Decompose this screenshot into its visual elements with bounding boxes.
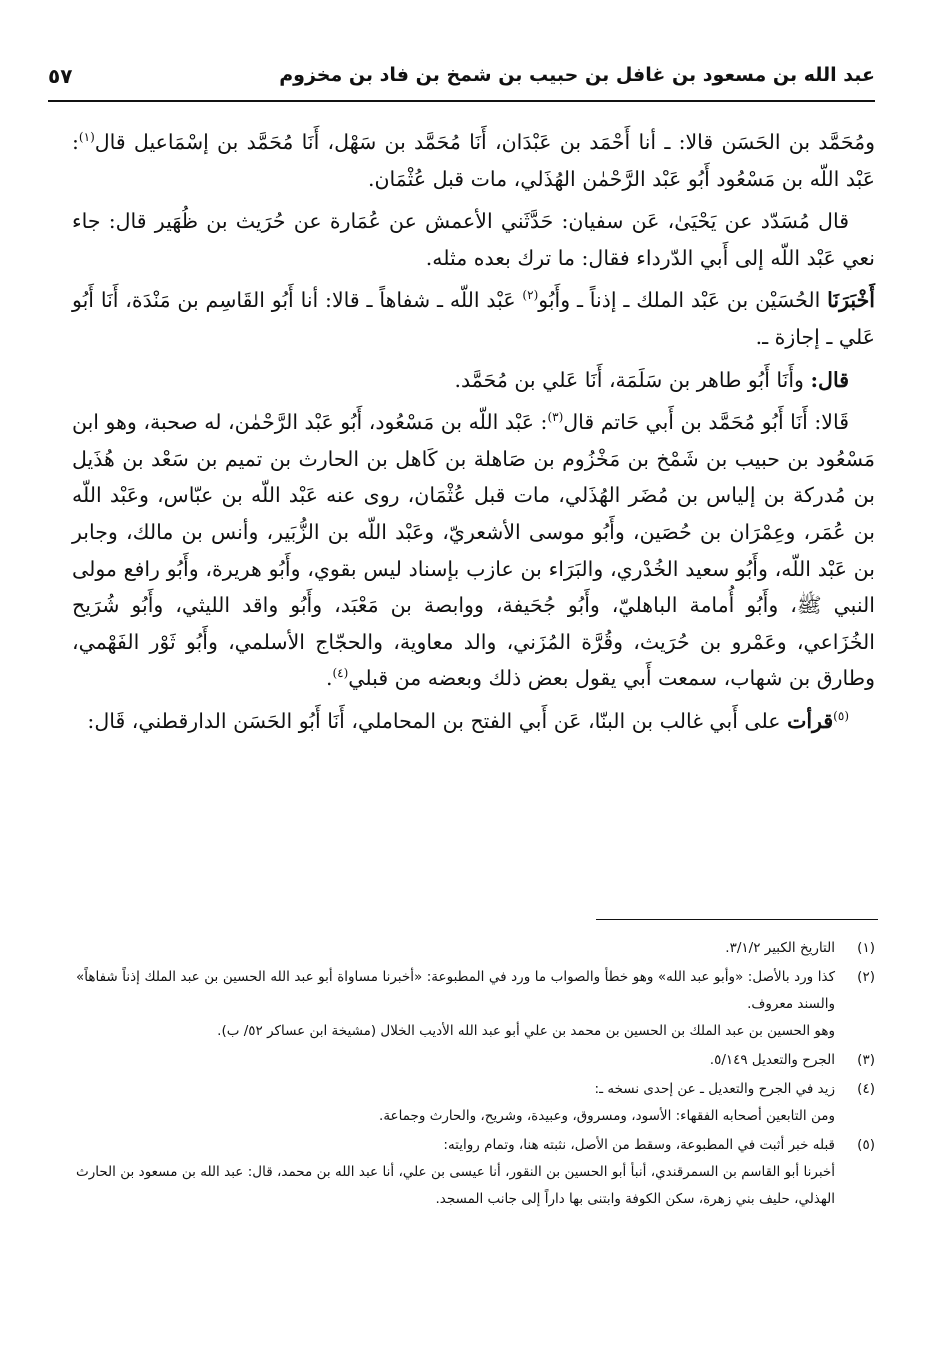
text-run: : عَبْد اللّه بن مَسْعُود أَبُو عَبْد الرَّحْمٰن الهُذَلي، مات قبل عُثْمَان. — [72, 130, 875, 191]
main-text — [72, 124, 875, 746]
footnote-line: أخبرنا أبو القاسم بن السمرقندي، أنبأ أبو الحسين بن النقور، أنا عيسى بن علي، أنا عبد الله بن محمد، قال: عبد الله بن مسعود بن الحارث الهذلي، حليف بني زهرة، سكن الكوفة وابتنى بها داراً إلى جانب المسجد. — [76, 1164, 835, 1207]
paragraph — [72, 362, 875, 399]
footnote-body — [76, 1132, 835, 1213]
footnote-ref: (٢) — [522, 288, 539, 303]
footnote-body — [76, 935, 835, 962]
text-run: ومُحَمَّد بن الحَسَن قالا: ـ أنا أَحْمَد بن عَبْدَان، أَنَا مُحَمَّد بن سَهْل، أَنَا مُحَمَّد بن إسْمَاعيل قال — [94, 130, 875, 154]
footnote-body — [76, 964, 835, 1045]
paragraph — [72, 404, 875, 697]
text-run: قال مُسَدّد عن يَحْيَىٰ، عَن سفيان: حَدَّثَني الأعمش عن عُمَارة عن حُرَيث بن ظُهَير قال: جاء نعي عَبْد اللّه إلى أَبي الدّرداء فقال: ما ترك بعده مثله. — [72, 209, 875, 270]
running-title: عبد الله بن مسعود بن غافل بن حبيب بن شمخ بن فاد بن مخزوم — [279, 64, 875, 86]
footnote — [76, 1076, 875, 1130]
footnote-body — [76, 1047, 835, 1074]
footnote-number: (٥) — [857, 1137, 875, 1153]
footnote — [76, 935, 875, 962]
footnote-number: (٣) — [857, 1052, 875, 1068]
footnote-ref: (٤) — [332, 666, 349, 681]
paragraph — [72, 282, 875, 355]
lead-word: قال: — [810, 367, 849, 392]
footnote-number: (١) — [857, 940, 875, 956]
footnote-divider — [596, 919, 878, 920]
footnote — [76, 964, 875, 1045]
page-number: ٥٧ — [48, 64, 73, 88]
lead-word: قرأت — [787, 708, 834, 733]
footnote-body — [76, 1076, 835, 1130]
text-run: . — [325, 666, 333, 691]
text-run: الحُسَيْن بن عَبْد الملك ـ إذناً ـ وأَبُو — [538, 288, 828, 313]
paragraph — [72, 703, 875, 740]
lead-word: أَخْبَرَنَا — [827, 288, 875, 313]
text-run: : عَبْد اللّه بن مَسْعُود، أَبُو عَبْد الرَّحْمٰن، له صحبة، وهو ابن مَسْعُود بن حبيب بن شَمْخ بن مَخْزُوم بن صَاهلة بن كَاهل بن الحارث بن تميم بن سَعْد بن هُذَيل بن مُدركة بن إلياس بن مُضَر الهُذَلي، مات قبل عُثْمَان، روى عنه عَبْد اللّه بن عبّاس، وعَبْد اللّه بن عُمَر، وعِمْرَان بن حُصَين، وأَبُو موسى الأشعريّ، وعَبْد اللّه بن الزُّبَير، وأنس بن مالك، وجابر بن عَبْد اللّه، وأَبُو سعيد الخُدْري، والبَرَاء بن عازب بإسناد ليس بقوي، وأَبُو هريرة، وأَبُو رافع مولى النبي ﷺ، وأَبُو أُمامة الباهليّ، وأَبُو جُحَيفة، ووابصة بن مَعْبَد، وأَبُو واقد الليثي، وأَبُو شُرَيح الخُزَاعي، وعَمْرو بن حُرَيث، وقُرَّة المُزَني، والد معاوية، والحجّاج الأسلمي، وأَبُو ثَوْر الفَهْمي، وطارق بن شهاب، سمعت أَبي يقول بعض ذلك وبعضه من قبلي — [72, 410, 875, 691]
footnote-ref: (٥) — [833, 709, 849, 724]
footnote-line: الجرح والتعديل ٥/١٤٩. — [709, 1052, 835, 1068]
text-run: على أَبي غالب بن البنّا، عَن أَبي الفتح بن المحاملي، أَنَا أَبُو الحَسَن الدارقطني، قَال: — [87, 708, 788, 733]
footnotes — [76, 935, 875, 1215]
footnote-line: كذا ورد بالأصل: «وأبو عبد الله» وهو خطأ والصواب ما ورد في المطبوعة: «أخبرنا مساواة أبو عبد الله الحسين بن عبد الملك إذناً شفاهاً» والسند معروف. — [76, 969, 835, 1012]
footnote-ref: (١) — [78, 130, 95, 145]
footnote-ref: (٣) — [547, 410, 564, 425]
text-run: وأَنَا أَبُو طاهر بن سَلَمَة، أَنَا عَلي بن مُحَمَّد. — [454, 367, 811, 392]
paragraph — [72, 203, 875, 276]
paragraph — [72, 124, 875, 197]
footnote-line: ومن التابعين أصحابه الفقهاء: الأسود، ومسروق، وعبيدة، وشريح، والحارث وجماعة. — [379, 1108, 835, 1124]
text-run: قَالا: أَنَا أَبُو مُحَمَّد بن أَبي حَاتم قال — [563, 410, 849, 435]
footnote-line: التاريخ الكبير ٣/١/٢. — [725, 940, 835, 956]
page-header — [48, 58, 875, 102]
footnote-line: وهو الحسين بن عبد الملك بن الحسين بن محمد بن علي أبو عبد الله الأديب الخلال (مشيخة ابن عساكر ٥٢/ ب). — [217, 1023, 835, 1039]
footnote-line: قبله خبر أثبت في المطبوعة، وسقط من الأصل، نثبته هنا، وتمام روايته: — [443, 1137, 835, 1153]
footnote-number: (٢) — [857, 969, 875, 985]
footnote-line: زيد في الجرح والتعديل ـ عن إحدى نسخه ـ: — [594, 1081, 835, 1097]
footnote — [76, 1047, 875, 1074]
text-run: عَبْد اللّه ـ شفاهاً ـ قالا: أنا أَبُو القَاسِم بن مَنْدَة، أَنَا أَبُو عَلي ـ إجازة ـ. — [72, 288, 875, 349]
footnote — [76, 1132, 875, 1213]
footnote-number: (٤) — [857, 1081, 875, 1097]
